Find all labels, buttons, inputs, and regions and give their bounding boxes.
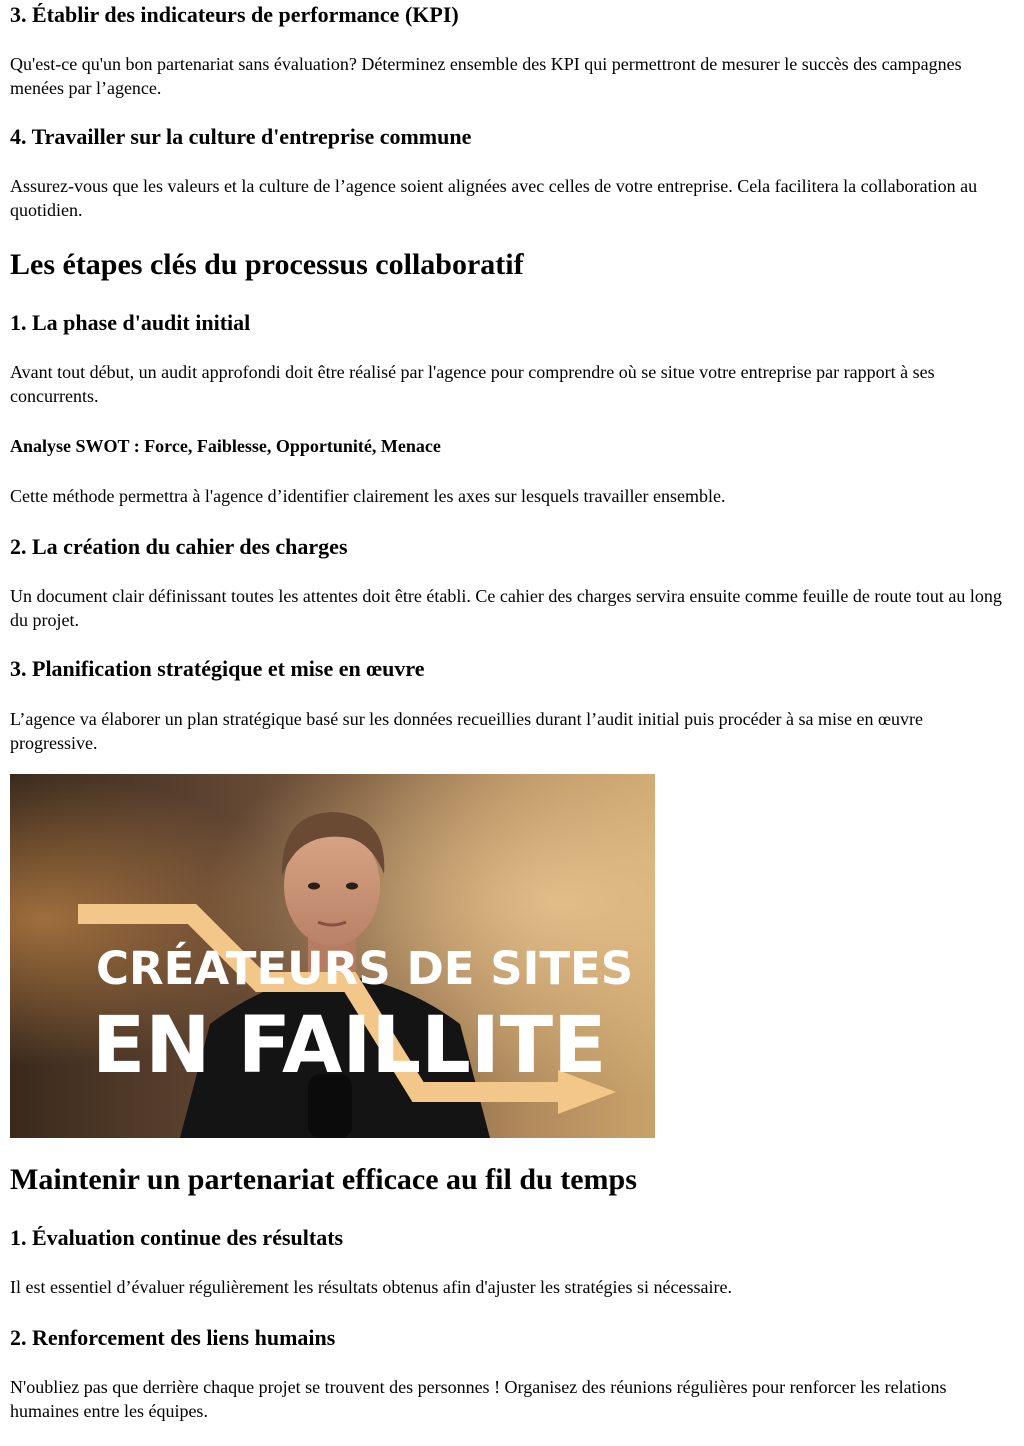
kpi-paragraph: Qu'est-ce qu'un bon partenariat sans évaluation? Déterminez ensemble des KPI qui permettront de mesurer le succès des campagnes menées par l’agence. xyxy=(10,54,962,98)
etapes-heading: Les étapes clés du processus collaboratif xyxy=(10,248,524,281)
evaluation-heading: 1. Évaluation continue des résultats xyxy=(10,1225,344,1250)
liens-paragraph: N'oubliez pas que derrière chaque projet se trouvent des personnes ! Organisez des réunions régulières pour renforcer les relations humaines entre les équipes. xyxy=(10,1377,947,1421)
kpi-heading: 3. Établir des indicateurs de performance (KPI) xyxy=(10,2,459,27)
culture-heading: 4. Travailler sur la culture d'entreprise commune xyxy=(10,124,472,149)
video-thumbnail[interactable] xyxy=(10,774,655,1138)
thumbnail-title-line1: CRÉATEURS DE SITES xyxy=(96,942,634,995)
audit-paragraph: Avant tout début, un audit approfondi doit être réalisé par l'agence pour comprendre où se situe votre entreprise par rapport à ses concurrents. xyxy=(10,362,935,406)
thumbnail-title-line2: EN FAILLITE xyxy=(92,1001,607,1091)
cahier-paragraph: Un document clair définissant toutes les attentes doit être établi. Ce cahier des charges servira ensuite comme feuille de route tout au long du projet. xyxy=(10,586,1002,630)
swot-paragraph: Cette méthode permettra à l'agence d’identifier clairement les axes sur lesquels travailler ensemble. xyxy=(10,486,726,506)
culture-paragraph: Assurez-vous que les valeurs et la culture de l’agence soient alignées avec celles de votre entreprise. Cela facilitera la collaboration au quotidien. xyxy=(10,176,978,220)
audit-heading: 1. La phase d'audit initial xyxy=(10,310,251,335)
evaluation-paragraph: Il est essentiel d’évaluer régulièrement les résultats obtenus afin d'ajuster les stratégies si nécessaire. xyxy=(10,1277,732,1297)
liens-heading: 2. Renforcement des liens humains xyxy=(10,1325,336,1350)
cahier-heading: 2. La création du cahier des charges xyxy=(10,534,348,559)
swot-heading: Analyse SWOT : Force, Faiblesse, Opportunité, Menace xyxy=(10,436,441,456)
maintenir-heading: Maintenir un partenariat efficace au fil du temps xyxy=(10,1163,637,1196)
planif-heading: 3. Planification stratégique et mise en œuvre xyxy=(10,656,425,681)
planif-paragraph: L’agence va élaborer un plan stratégique basé sur les données recueillies durant l’audit initial puis procéder à sa mise en œuvre progressive. xyxy=(10,709,923,753)
